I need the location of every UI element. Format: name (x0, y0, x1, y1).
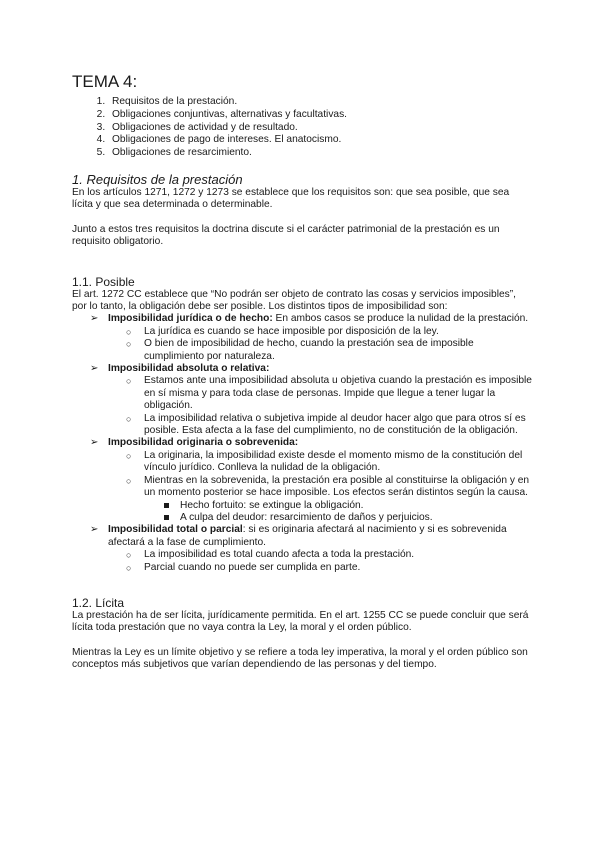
list-item (124, 326, 532, 338)
item-term: Imposibilidad absoluta o relativa: (108, 363, 270, 375)
circle-bullet-icon: ○ (126, 475, 132, 486)
toc-item: 1. Requisitos de la prestación. (108, 96, 532, 109)
arrow-bullet-icon: ➢ (90, 524, 99, 536)
item-text: : si es originaria afectará al nacimiento y si es sobrevenida afectará a la fase de cumplimiento. (108, 524, 507, 548)
list-item (124, 413, 532, 438)
list-item (88, 313, 532, 363)
document-page (72, 72, 532, 672)
list-item (162, 512, 532, 524)
paragraph: En los artículos 1271, 1272 y 1273 se establece que los requisitos son: que sea posible, que sea lícita y que sea determinada o determinable. (72, 186, 510, 211)
circle-bullet-icon: ○ (126, 550, 132, 561)
list-item (124, 475, 532, 525)
item-text: Parcial cuando no puede ser cumplida en parte. (144, 561, 361, 573)
list-item (162, 500, 532, 512)
circle-bullet-icon: ○ (126, 450, 132, 461)
square-bullet-icon (164, 515, 169, 520)
subsection-heading: 1.2. Lícita (72, 595, 125, 610)
item-text: O bien de imposibilidad de hecho, cuando la prestación sea de imposible cumplimiento por naturaleza. (144, 338, 474, 362)
circle-bullet-icon: ○ (126, 326, 132, 337)
item-text: La originaria, la imposibilidad existe desde el momento mismo de la constitución del vínculo jurídico. Conlleva la nulidad de la obligación. (144, 449, 523, 474)
item-text: A culpa del deudor: resarcimiento de daños y perjuicios. (180, 511, 433, 523)
list-item (88, 363, 532, 437)
list-item (88, 524, 532, 574)
item-term: Imposibilidad total o parcial (108, 524, 243, 536)
circle-bullet-icon: ○ (126, 339, 132, 350)
toc-item: 5. Obligaciones de resarcimiento. (108, 147, 532, 160)
item-text: La imposibilidad relativa o subjetiva impide al deudor hacer algo que para otros sí es posible. Esta afecta a la fase del cumplimiento, no de constitución de la obligación. (144, 412, 526, 437)
paragraph: Junto a estos tres requisitos la doctrina discute si el carácter patrimonial de la prestación es un requisito obligatorio. (72, 223, 500, 248)
toc-item: 4. Obligaciones de pago de intereses. El anatocismo. (108, 134, 532, 147)
document-title: TEMA 4: (72, 72, 138, 91)
list-item (124, 549, 532, 561)
paragraph: El art. 1272 CC establece que “No podrán ser objeto de contrato las cosas y servicios imposibles”, por lo tanto, la obligación debe ser posible. Los distintos tipos de imposibilidad son: (72, 288, 516, 313)
subsection-heading: 1.1. Posible (72, 274, 135, 289)
circle-bullet-icon: ○ (126, 413, 132, 424)
item-text: La imposibilidad es total cuando afecta a toda la prestación. (144, 549, 415, 561)
item-term: Imposibilidad jurídica o de hecho: (108, 313, 273, 325)
arrow-bullet-icon: ➢ (90, 437, 99, 449)
list-item (124, 562, 532, 574)
impossibility-list (72, 313, 532, 574)
toc-item: 2. Obligaciones conjuntivas, alternativas y facultativas. (108, 109, 532, 122)
arrow-bullet-icon: ➢ (90, 363, 99, 375)
item-text: La jurídica es cuando se hace imposible por disposición de la ley. (144, 325, 439, 337)
arrow-bullet-icon: ➢ (90, 313, 99, 325)
item-term: Imposibilidad originaria o sobrevenida: (108, 437, 299, 449)
list-item (124, 375, 532, 412)
toc-item: 3. Obligaciones de actividad y de resultado. (108, 122, 532, 135)
item-text: Mientras en la sobrevenida, la prestación era posible al constituirse la obligación y en un momento posterior se hace imposible. Los efectos serán distintos según la causa. (144, 474, 530, 499)
square-bullet-icon (164, 503, 169, 508)
item-text: En ambos casos se produce la nulidad de la prestación. (272, 313, 529, 325)
item-text: Estamos ante una imposibilidad absoluta u objetiva cuando la prestación es imposible en sí misma y para toda clase de personas. Impide que llegue a tener lugar la obligación. (144, 375, 532, 412)
circle-bullet-icon: ○ (126, 376, 132, 387)
list-item (88, 437, 532, 524)
section-heading: 1. Requisitos de la prestación (72, 171, 243, 187)
table-of-contents (72, 96, 532, 160)
paragraph: La prestación ha de ser lícita, jurídicamente permitida. En el art. 1255 CC se puede concluir que será lícita toda prestación que no vaya contra la Ley, la moral y el orden público. (72, 609, 529, 634)
circle-bullet-icon: ○ (126, 562, 132, 573)
paragraph: Mientras la Ley es un límite objetivo y se refiere a toda ley imperativa, la moral y el orden público son conceptos más subjetivos que varían dependiendo de las personas y del tiempo. (72, 646, 528, 671)
list-item (124, 450, 532, 475)
item-text: Hecho fortuito: se extingue la obligación. (180, 499, 364, 511)
list-item (124, 338, 532, 363)
